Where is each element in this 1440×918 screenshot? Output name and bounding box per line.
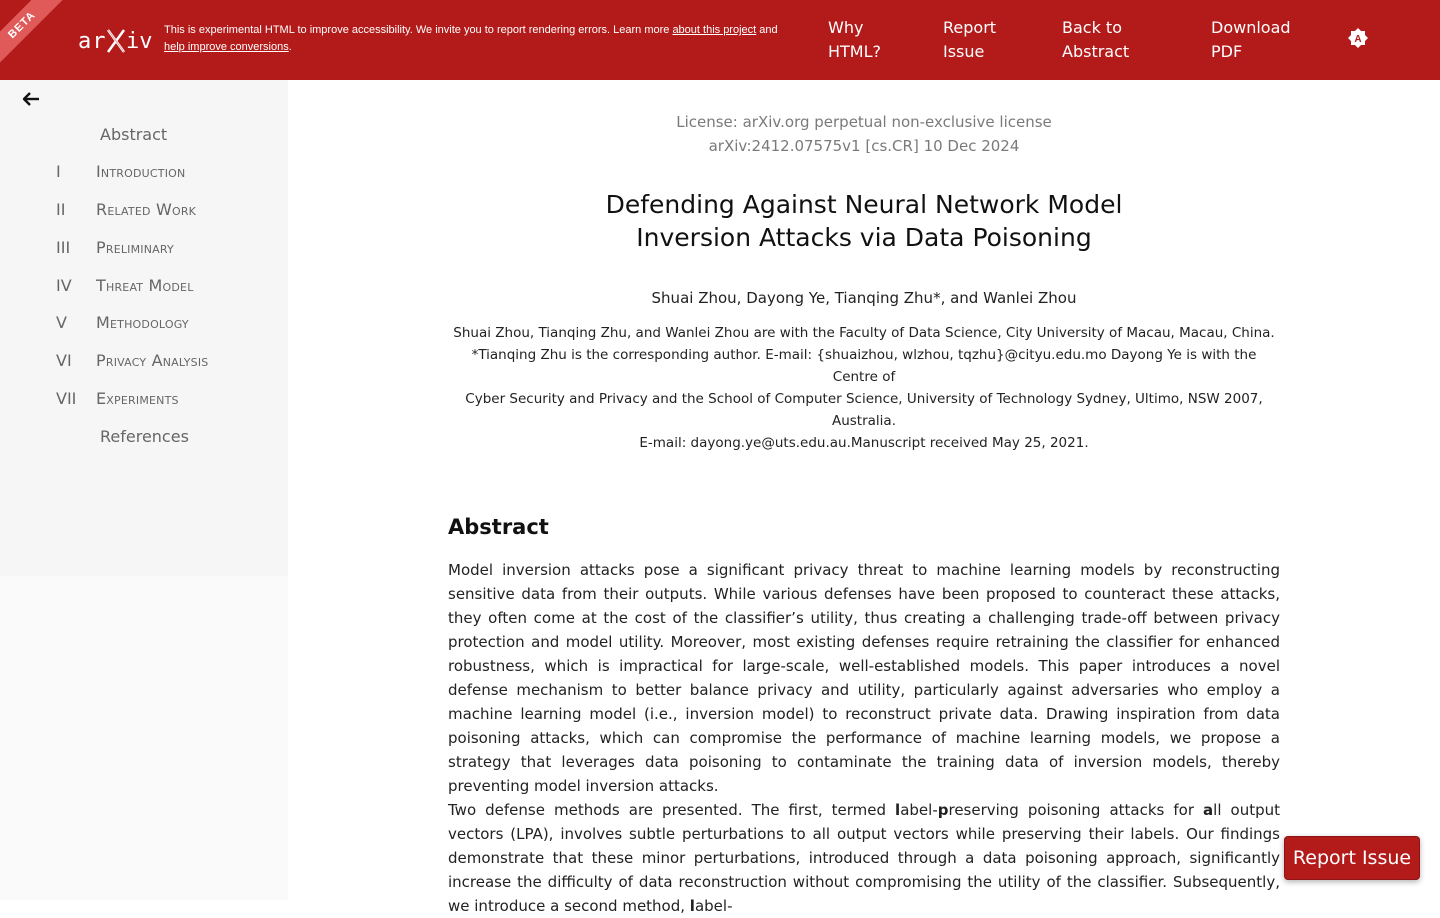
experimental-notice (164, 22, 814, 56)
theme-toggle-icon[interactable] (1346, 26, 1370, 50)
svg-text:iv: iv (126, 29, 153, 54)
svg-text:ar: ar (78, 29, 107, 54)
toc-item-threat-model[interactable]: IV Threat Model (56, 276, 194, 295)
help-improve-link[interactable]: help improve conversions (164, 41, 289, 53)
license-text: License: arXiv.org perpetual non-exclusive license (676, 113, 1052, 131)
arxiv-id: arXiv:2412.07575v1 [cs.CR] 10 Dec 2024 (708, 137, 1020, 155)
download-pdf-link[interactable]: Download PDF (1211, 18, 1291, 61)
notice-text-middle: and (756, 24, 778, 36)
back-to-abstract-link[interactable]: Back to Abstract (1062, 18, 1130, 61)
license-block (448, 110, 1280, 158)
arxiv-logo[interactable] (78, 24, 152, 56)
toc-item-preliminary[interactable]: III Preliminary (56, 238, 174, 257)
toc-item-references[interactable]: References (100, 427, 189, 446)
about-project-link[interactable]: about this project (672, 24, 757, 36)
toc-item-introduction[interactable]: I Introduction (56, 162, 186, 181)
report-issue-button[interactable]: Report Issue (1284, 836, 1420, 880)
arrow-left-icon[interactable] (20, 88, 42, 110)
svg-text:A: A (1354, 34, 1362, 45)
author-affiliations: Shuai Zhou, Tianqing Zhu, and Wanlei Zhou are with the Faculty of Data Science, City University of Macau, Macau, China. *Tianqing Zhu is the corresponding author. E-mail: {shuaizhou, wlzhou, tqzhu}@cityu.edu.mo Dayong Ye is with the Centre of Cyber Security and Privacy and the School of Computer Science, University of Technology Sydney, Ultimo, NSW 2007, Australia. E-mail: dayong.ye@uts.edu.au.Manuscript received May 25, 2021. (453, 325, 1275, 451)
toc-item-methodology[interactable]: V Methodology (56, 313, 189, 332)
toc-item-experiments[interactable]: VII Experiments (56, 389, 179, 408)
notice-text-end: . (288, 41, 292, 53)
toc-item-related-work[interactable]: II Related Work (56, 200, 197, 219)
paper-title: Defending Against Neural Network Model Inversion Attacks via Data Poisoning (605, 190, 1123, 252)
paper-authors: Shuai Zhou, Dayong Ye, Tianqing Zhu*, and Wanlei Zhou (651, 289, 1077, 307)
abstract-heading: Abstract (448, 515, 549, 539)
top-header (0, 0, 1440, 80)
abstract-paragraph-2: Two defense methods are presented. The first, termed label-preserving poisoning attacks for all output vectors (LPA), involves subtle perturbations to all output vectors while preserving their labels. Our findings demonstrate that these minor perturbations, introduced through a data poisoning approach, significantly increase the difficulty of data reconstruction without compromising the utility of the classifier. Subsequently, we introduce a second method, label- (448, 801, 1280, 915)
report-issue-link[interactable]: Report Issue (943, 18, 997, 61)
notice-text: This is experimental HTML to improve accessibility. We invite you to report rendering errors. Learn more (164, 24, 673, 36)
beta-ribbon: BETA (0, 0, 65, 68)
toc-item-abstract[interactable]: Abstract (100, 125, 168, 144)
toc-item-privacy-analysis[interactable]: VI Privacy Analysis (56, 351, 209, 370)
why-html-link[interactable]: Why HTML? (828, 18, 882, 61)
abstract-paragraph-1: Model inversion attacks pose a significant privacy threat to machine learning models by reconstructing sensitive data from their outputs. While various defenses have been proposed to counteract these attacks, they often come at the cost of the classifier’s utility, thus creating a challenging trade-off between privacy protection and model utility. Moreover, most existing defenses require retraining the classifier for enhanced robustness, which is impractical for large-scale, well-established models. This paper introduces a novel defense mechanism to better balance privacy and utility, particularly against adversaries who employ a machine learning model (i.e., inversion model) to reconstruct private data. Drawing inspiration from data poisoning attacks, which can compromise the performance of machine learning models, we propose a strategy that leverages data poisoning to contaminate the training data of inversion models, thereby preventing model inversion attacks. (448, 561, 1280, 795)
sidebar-lower-panel (0, 576, 288, 900)
